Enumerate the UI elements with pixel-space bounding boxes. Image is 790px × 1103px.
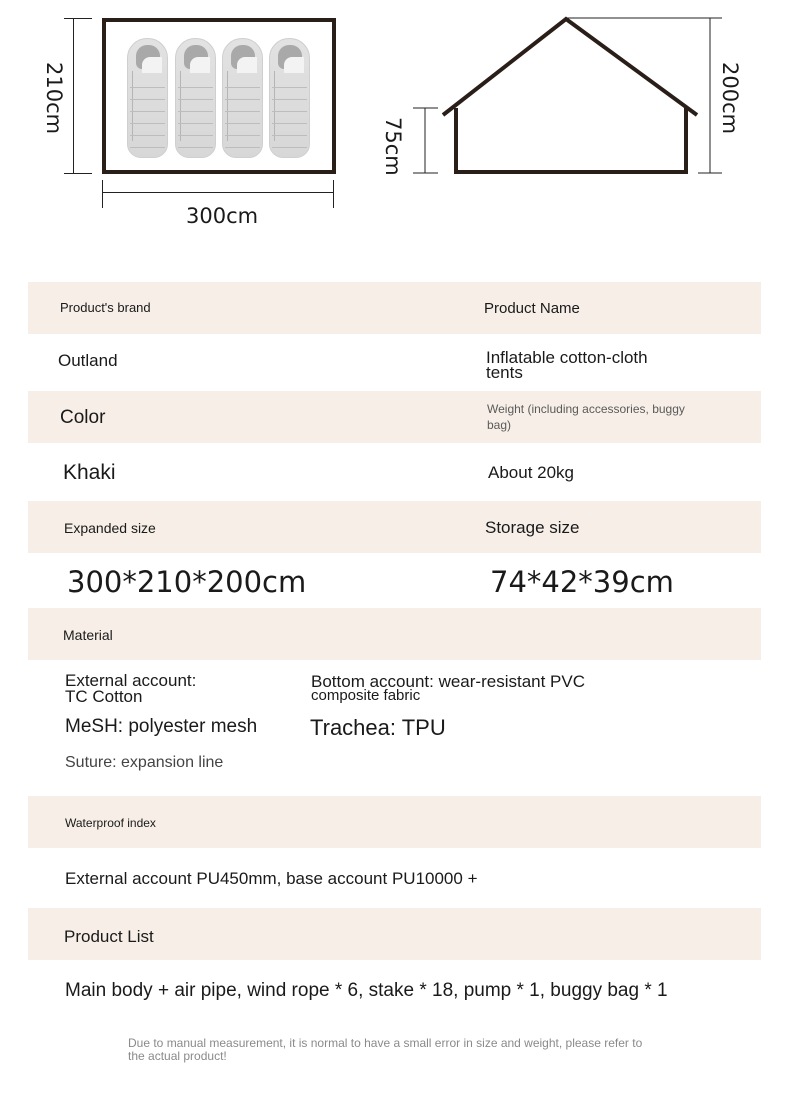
material-trachea: Trachea: TPU xyxy=(310,715,446,740)
weight-label-line2: bag) xyxy=(487,418,512,432)
product-name-value-line1: Inflatable cotton-cloth xyxy=(486,348,648,367)
material-bottom-line2: composite fabric xyxy=(311,687,421,704)
sleeping-bag-icon xyxy=(222,38,263,158)
material-external-line2: TC Cotton xyxy=(65,687,143,706)
material-suture: Suture: expansion line xyxy=(65,754,224,771)
depth-dimension-line xyxy=(73,18,74,174)
storage-size-value: 74*42*39cm xyxy=(490,565,674,599)
material-bottom-line1: Bottom account: wear-resistant PVC xyxy=(311,672,586,691)
waterproof-value: External account PU450mm, base account PU10000 + xyxy=(65,869,478,888)
brand-label: Product's brand xyxy=(60,300,151,315)
footnote-line1: Due to manual measurement, it is normal to have a small error in size and weight, please refer to xyxy=(128,1036,643,1050)
expanded-size-label: Expanded size xyxy=(64,520,156,536)
material-external-line1: External account: xyxy=(65,671,197,690)
storage-size-label: Storage size xyxy=(485,518,580,537)
width-dimension-line xyxy=(102,192,334,193)
total-height-label: 200cm xyxy=(718,62,742,135)
color-weight-header-band xyxy=(28,391,761,443)
weight-label-line1: Weight (including accessories, buggy xyxy=(487,402,685,416)
tent-outline xyxy=(380,10,770,185)
product-name-value-line2: tents xyxy=(486,363,523,382)
material-mesh: MeSH: polyester mesh xyxy=(65,716,258,737)
product-list-value: Main body + air pipe, wind rope * 6, stake * 18, pump * 1, buggy bag * 1 xyxy=(65,980,668,1001)
footnote-line2: the actual product! xyxy=(128,1049,227,1063)
material-header-band xyxy=(28,608,761,660)
material-label: Material xyxy=(63,627,113,643)
floor-depth-label: 210cm xyxy=(42,62,66,135)
wall-height-label: 75cm xyxy=(381,117,405,176)
weight-value: About 20kg xyxy=(488,463,575,482)
sleeping-bag-icon xyxy=(269,38,310,158)
waterproof-label: Waterproof index xyxy=(65,816,156,830)
color-label: Color xyxy=(60,407,106,428)
brand-value: Outland xyxy=(58,351,118,370)
color-value: Khaki xyxy=(63,461,116,484)
sleeping-bag-icon xyxy=(175,38,216,158)
sleeping-bag-icon xyxy=(127,38,168,158)
product-name-label: Product Name xyxy=(484,300,580,317)
product-list-label: Product List xyxy=(64,927,154,946)
floor-width-label: 300cm xyxy=(186,204,259,228)
expanded-size-value: 300*210*200cm xyxy=(67,565,307,599)
